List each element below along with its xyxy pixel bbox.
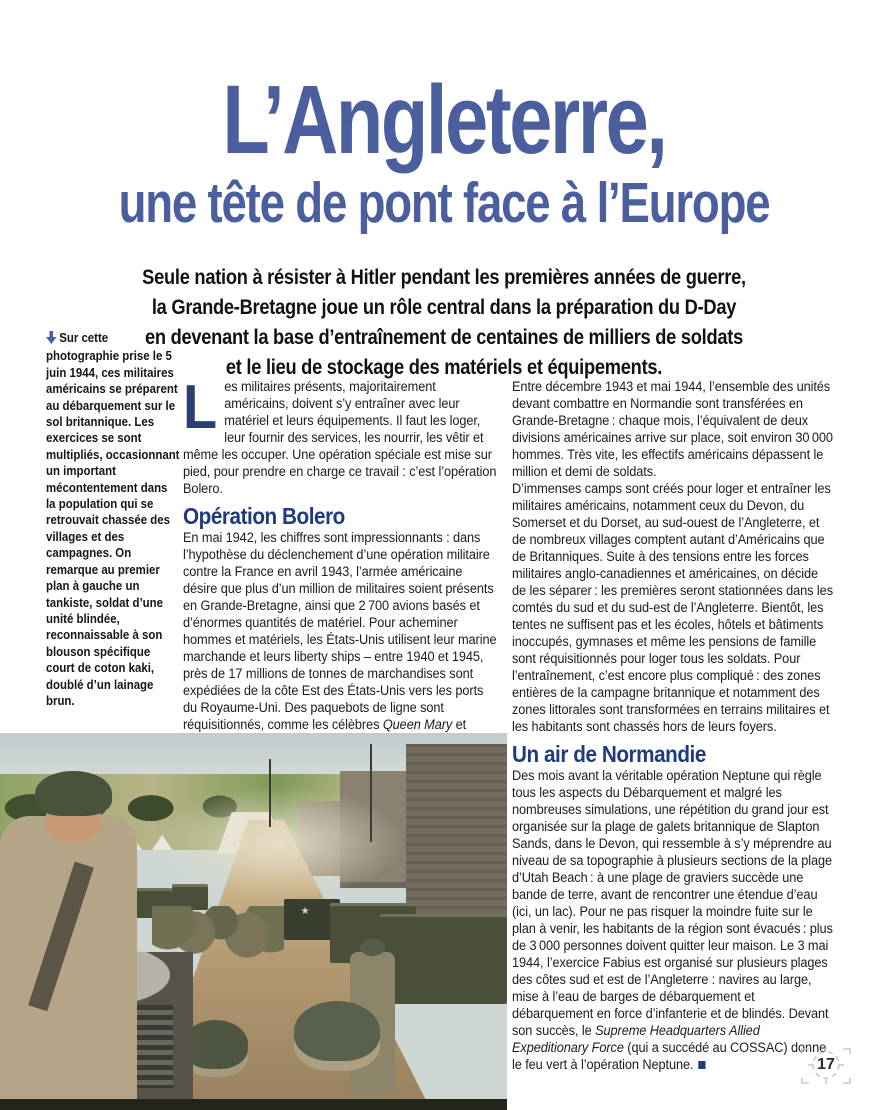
article-column-right — [512, 379, 834, 1074]
intro-standfirst — [105, 263, 784, 383]
intro-line: Seule nation à résister à Hitler pendant les premières années de guerre, — [142, 266, 746, 289]
article-column-left — [183, 373, 498, 751]
body-paragraph: En mai 1942, les chiffres sont impressionnants : dans l’hypothèse du déclenchement d’une opération militaire contre la France en avril 1943, l’armée américaine désire que plus d’un million de militaires soient présents en Grande-Bretagne, ainsi que 2 700 avions basés et d’énormes quantités de matériel. Pour acheminer hommes et matériels, les États-Unis utilisent leur marine marchande et leurs liberty ships – entre 1940 et 1945, près de 17 millions de tonnes de marchandises sont expédiées de la côte Est des États-Unis vers les ports du Royaume-Uni. Des paquebots de ligne sont réquisitionnés, comme les célèbres Queen Mary et — [183, 530, 497, 733]
body-paragraph: Des mois avant la véritable opération Neptune qui règle tous les aspects du Débarquement et malgré les nombreuses simulations, une répétition du grand jour est organisée sur la plage de galets britannique de Slapton Sands, dans le Devon, qui ressemble à s’y méprendre au niveau de sa topographie à plusieurs sections de la plage d’Utah Beach : à une plage de graviers succède une bande de terre, avant de rencontrer une étendue d’eau (ici, un lac). Pour ne pas risquer la moindre fuite sur le plan à venir, les habitants de la région sont évacués : plus de 3 000 personnes doivent quitter leur maison. Le 3 mai 1944, l’exercice Fabius est organisé sur plusieurs plages des côtes sud et est de l’Angleterre : navires au large, mise à l’eau de barges de débarquement et débarquement en force d’infanterie et de blindés. Devant son succès, le Supreme Headquarters Allied Expeditionary Force (qui a succédé au COSSAC) donne le feu vert à l’opération Neptune. — [512, 768, 833, 1073]
body-paragraph: D’immenses camps sont créés pour loger et entraîner les militaires américains, notamment ceux du Devon, du Somerset et du Dorset, au sud-ouest de l’Angleterre, et de nombreux villages comptent autant d’Américains que de Britanniques. Suite à des tensions entre les forces militaires anglo-canadiennes et américaines, on décide de les séparer : les premières seront stationnées dans les comtés du sud et du sud-est de l’Angleterre. Bientôt, les tentes ne suffisent pas et les écoles, hôtels et bâtiments inoccupés, gymnases et même les pensions de famille sont réquisitionnés pour loger tous les soldats. Pour l’entraînement, c’est encore plus compliqué : des zones entières de la campagne britannique et notamment des zones littorales sont transformées en terrains militaires et les habitants sont chassés hors de leurs foyers. — [512, 481, 833, 735]
article-photo — [0, 733, 507, 1110]
page-number-marker — [794, 1042, 858, 1090]
intro-line: la Grande-Bretagne joue un rôle central dans la préparation du D-Day — [151, 296, 737, 320]
dropcap: L — [183, 373, 218, 442]
article-end-mark — [698, 1061, 705, 1069]
section-heading-normandie: Un air de Normandie — [512, 741, 706, 767]
page-number: 17 — [817, 1056, 835, 1073]
photo-caption — [46, 330, 180, 709]
photo-caption-text: Sur cette photographie prise le 5 juin 1944, ces militaires américains se préparent au débarquement sur le sol britannique. Les exercices se sont multipliés, occasionnant un important mécontentement dans la population qui se retrouvait chassée des villages et des campagnes. On remarque au premier plan à gauche un tankiste, soldat d’une unité blindée, reconnaissable à son blouson spécifique court de coton kaki, doublé d’un lainage brun. — [46, 330, 180, 708]
intro-line: et le lieu de stockage des matériels et équipements. — [225, 356, 663, 380]
intro-line: en devenant la base d’entraînement de centaines de milliers de soldats — [144, 326, 744, 350]
down-arrow-icon — [46, 331, 57, 348]
page-subtitle: une tête de pont face à l’Europe — [118, 171, 770, 235]
body-paragraph: Entre décembre 1943 et mai 1944, l’ensemble des unités devant combattre en Normandie sont transférées en Grande-Bretagne : chaque mois, l’équivalent de deux divisions américaines arrive sur place, soit environ 30 000 hommes. Très vite, les effectifs américains dépassent le million et demi de soldats. — [512, 379, 833, 480]
page-title: L’Angleterre, — [222, 65, 666, 174]
section-heading-bolero: Opération Bolero — [183, 503, 345, 529]
lead-paragraph: Les militaires présents, majoritairement américains, doivent s’y entraîner avec leur matériel et leurs équipements. Il faut les loger, leur fournir des services, les nourrir, les vêtir et même les occuper. Une opération spéciale est mise sur pied, pour prendre en charge ce travail : c’est l’opération Bolero. — [183, 373, 497, 497]
